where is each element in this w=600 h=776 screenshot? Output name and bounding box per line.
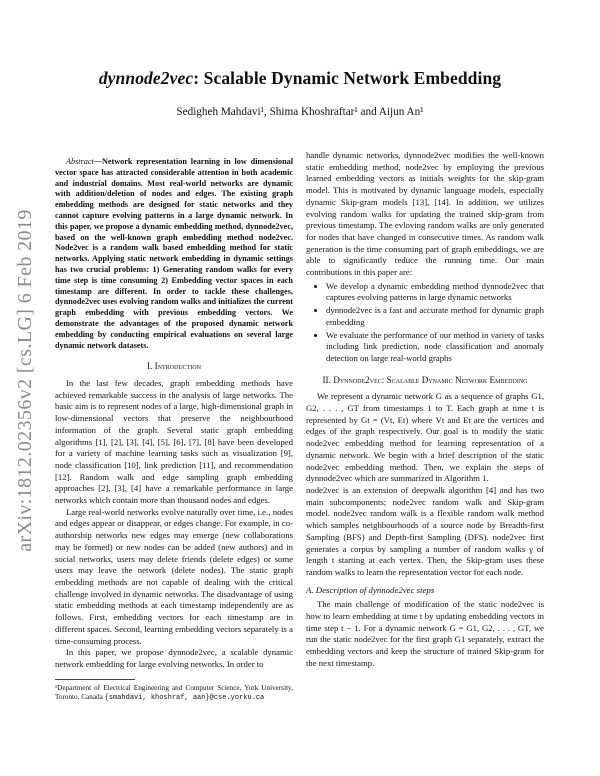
- abstract: [55, 157, 293, 351]
- list-item: • dynnode2vec is a fast and accurate method for dynamic graph embedding: [326, 305, 544, 328]
- title-italic-part: dynnode2vec: [98, 68, 194, 88]
- arxiv-identifier: arXiv:1812.02356v2 [cs.LG] 6 Feb 2019: [13, 209, 36, 552]
- author-emails: {smahdavi, khoshraf, aan}@cse.yorku.ca: [104, 693, 265, 702]
- intro-paragraph-3: In this paper, we propose dynnode2vec, a scalable dynamic network embedding for large evolving networks. In order to: [55, 647, 293, 669]
- arxiv-sidebar: [9, 178, 41, 583]
- section2-paragraph-1: We represent a dynamic network G as a sequence of graphs G1, G2, . . . , GT from timestamps 1 to T. Each graph at time t is represented by Gt = (Vt, Et) where Vt and Et are the vertices and edges of the graph respectively. Our goal is to modify the static node2vec embedding method for learning representation of a dynamic network. We begin with a brief description of the static node2vec embedding method. Then, we explain the steps of dynnode2vec which are summarized in Algorithm 1.: [306, 391, 544, 484]
- list-item: • We evaluate the performance of our method in variety of tasks including link prediction, node classification and anomaly detection on large real-world graphs: [326, 330, 544, 365]
- subsection-heading-description: A. Description of dynnode2vec steps: [306, 584, 435, 595]
- title-rest: : Scalable Dynamic Network Embedding: [193, 68, 502, 88]
- section-heading-introduction: I. Introduction: [146, 361, 202, 372]
- left-column: [55, 157, 293, 703]
- right-paragraph-1: handle dynamic networks, dynnode2vec modifies the well-known static embedding method, node2vec by employing the previous learned embedding vectors as initials weights for the skip-gram model. This is motivated by dynamic language models, especially dynamic Skip-gram models [13], [14]. In addition, we utilizes evolving random walks for updating the trained skip-gram from previous timestamp. The evloving random walks are only generated for nodes that have changed in consecutive times. As random walk generation is the time consuming part of graph embeddings, we are able to significantly reduce the running time. Our main contributions in this paper are:: [306, 150, 544, 278]
- author-list: Sedigheh Mahdavi¹, Shima Khoshraftar¹ and Aijun An¹: [176, 106, 424, 118]
- subsection-paragraph-1: The main challenge of modification of the static node2vec is how to learn embedding at time t by updating embedding vectors in time step t − 1. For a dynamic network G = G1, G2, . . . , GT, we run the static node2vec for the first graph G1 separately, extract the embedding vectors and keep the structure of trained Skip-gram for the next timestamp.: [306, 599, 544, 668]
- affiliation-text: ¹Department of Electrical Engineering and Computer Science, York University, Toronto, Canada: [55, 683, 293, 701]
- section-heading-dynnode2vec: II. Dynnode2vec: Scalable Dynamic Network Embedding: [322, 374, 528, 385]
- right-column: [306, 150, 544, 670]
- abstract-text: —Network representation learning in low dimensional vector space has attracted considerable attention in both academic and industrial domains. Most real-world networks are dynamic with addition/deletion of nodes and edges. The existing graph embedding methods are designed for static networks and they cannot capture evolving patterns in a large dynamic network. In this paper, we propose a dynamic embedding method, dynnode2vec, based on the well-known graph embedding method node2vec. Node2vec is a random walk based embedding method for static networks. Applying static network embedding in dynamic settings has two crucial problems: 1) Generating random walks for every time step is time consuming 2) Embedding vector spaces in each timestamp are different. In order to tackle these challenges, dynnode2vec uses evolving random walks and initializes the current graph embedding with previous embedding vectors. We demonstrate the advantages of the proposed dynamic network embedding by conducting empirical evaluations on several large dynamic network datasets.: [55, 157, 293, 350]
- section2-paragraph-2: node2vec is an extension of deepwalk algorithm [4] and has two main subcomponents; node2vec random walk and Skip-gram model. node2vec random walk is a flexible random walk method which samples neighbourhoods of a source node by Breadth-first Sampling (BFS) and Depth-first Sampling (DFS). node2vec first generates a corpus by sampling a number of random walks γ of length t starting at each vertex. Then, the Skip-gram uses these random walks to learn the representation vector for each node.: [306, 484, 544, 577]
- list-item: • We develop a dynamic embedding method dynnode2vec that captures evolving patterns in large dynamic networks: [326, 281, 544, 304]
- abstract-lead: Abstract: [66, 157, 94, 166]
- footnote-rule: [55, 679, 135, 680]
- intro-paragraph-1: In the last few decades, graph embedding methods have achieved remarkable success in the analysis of large networks. The basic aim is to represent nodes of a large, high-dimensional graph in low-dimensional vectors that preserve the neighbourhood information of the graph. Several static graph embedding algorithms [1], [2], [3], [4], [5], [6], [7], [8] have been developed for a variety of machine learning tasks such as visualization [9], node classification [10], link prediction [11], and recommendation [12]. Random walk and edge sampling graph embedding approaches [2], [3], [4] have a remarkable performance in large networks which contain more than thousand nodes and edges.: [55, 378, 293, 506]
- paper-title: [0, 68, 600, 89]
- affiliation-footnote: [55, 684, 293, 703]
- contributions-list: [306, 281, 544, 365]
- intro-paragraph-2: Large real-world networks evolve naturally over time, i.e., nodes and edges appear or disappear, or edges change. For example, in co-authorship networks new edges may emerge (new collaborations may be formed) or new nodes can be added (new authors) and in social networks, users may delete friends (delete edges) or some users may leave the network (delete nodes). The static graph embedding methods are not capable of dealing with the critical challenge involved in dynamic networks. The disadvantage of using static embedding methods at each timestamp independently are as follows. First, embedding vectors for each timestamp are in different spaces. Second, learning embedding vectors separately is a time-consuming process.: [55, 506, 293, 646]
